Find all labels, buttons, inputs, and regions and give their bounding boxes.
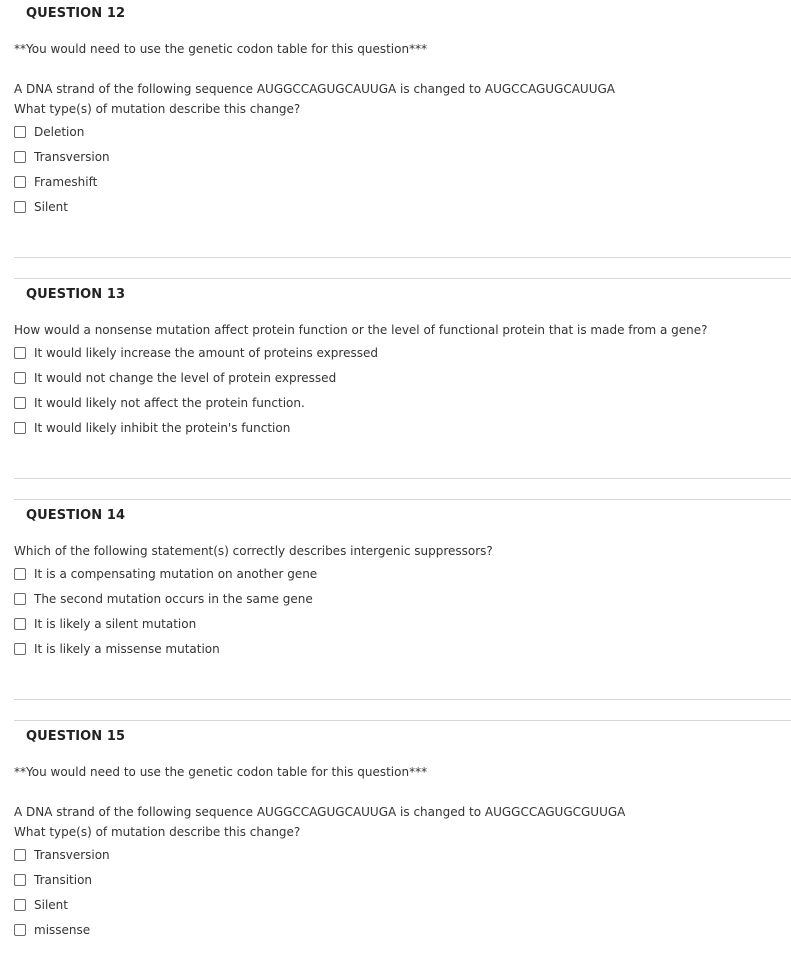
option-label: missense [34,923,91,937]
answer-option[interactable] [14,148,110,166]
option-label: Frameshift [34,175,98,189]
divider [14,257,791,258]
option-label: Transversion [34,848,110,862]
option-label: It is likely a missense mutation [34,642,220,656]
option-label: Deletion [34,125,85,139]
answer-option[interactable] [14,590,313,608]
checkbox[interactable] [14,201,26,213]
answer-option[interactable] [14,846,110,864]
checkbox[interactable] [14,874,26,886]
checkbox[interactable] [14,422,26,434]
question-note: **You would need to use the genetic codon table for this question*** [14,42,428,56]
question-text: Which of the following statement(s) correctly describes intergenic suppressors? [14,544,493,558]
option-label: Silent [34,898,68,912]
checkbox[interactable] [14,176,26,188]
answer-option[interactable] [14,173,97,191]
divider [14,478,791,479]
answer-option[interactable] [14,344,378,362]
question-title: QUESTION 12 [26,6,126,21]
checkbox[interactable] [14,849,26,861]
option-label: It is likely a silent mutation [34,617,197,631]
checkbox[interactable] [14,397,26,409]
option-label: The second mutation occurs in the same gene [34,592,313,606]
checkbox[interactable] [14,924,26,936]
question-title: QUESTION 15 [26,729,126,744]
option-label: It would likely not affect the protein function. [34,396,305,410]
question-title: QUESTION 13 [26,287,126,302]
question-prompt: What type(s) of mutation describe this change? [14,825,301,839]
checkbox[interactable] [14,643,26,655]
option-label: Transversion [34,150,110,164]
checkbox[interactable] [14,593,26,605]
divider [14,699,791,700]
option-label: It would likely increase the amount of proteins expressed [34,346,378,360]
question-note: **You would need to use the genetic codon table for this question*** [14,765,428,779]
option-label: It would not change the level of protein expressed [34,371,337,385]
option-label: It is a compensating mutation on another gene [34,567,318,581]
answer-option[interactable] [14,369,336,387]
checkbox[interactable] [14,372,26,384]
answer-option[interactable] [14,394,305,412]
answer-option[interactable] [14,615,196,633]
answer-option[interactable] [14,640,220,658]
question-prompt: What type(s) of mutation describe this change? [14,102,301,116]
checkbox[interactable] [14,126,26,138]
question-text: A DNA strand of the following sequence AUGGCCAGUGCAUUGA is changed to AUGCCAGUGCAUUGA [14,82,615,96]
divider [14,720,791,721]
checkbox[interactable] [14,618,26,630]
checkbox[interactable] [14,347,26,359]
checkbox[interactable] [14,568,26,580]
answer-option[interactable] [14,123,84,141]
divider [14,278,791,279]
option-label: It would likely inhibit the protein's function [34,421,291,435]
question-text: A DNA strand of the following sequence AUGGCCAGUGCAUUGA is changed to AUGGCCAGUGCGUUGA [14,805,626,819]
option-label: Silent [34,200,68,214]
answer-option[interactable] [14,419,290,437]
question-title: QUESTION 14 [26,508,126,523]
divider [14,499,791,500]
question-text: How would a nonsense mutation affect protein function or the level of functional protein that is made from a gene? [14,323,708,337]
option-label: Transition [34,873,93,887]
answer-option[interactable] [14,198,68,216]
checkbox[interactable] [14,151,26,163]
checkbox[interactable] [14,899,26,911]
answer-option[interactable] [14,871,92,889]
answer-option[interactable] [14,565,317,583]
answer-option[interactable] [14,921,90,939]
answer-option[interactable] [14,896,68,914]
